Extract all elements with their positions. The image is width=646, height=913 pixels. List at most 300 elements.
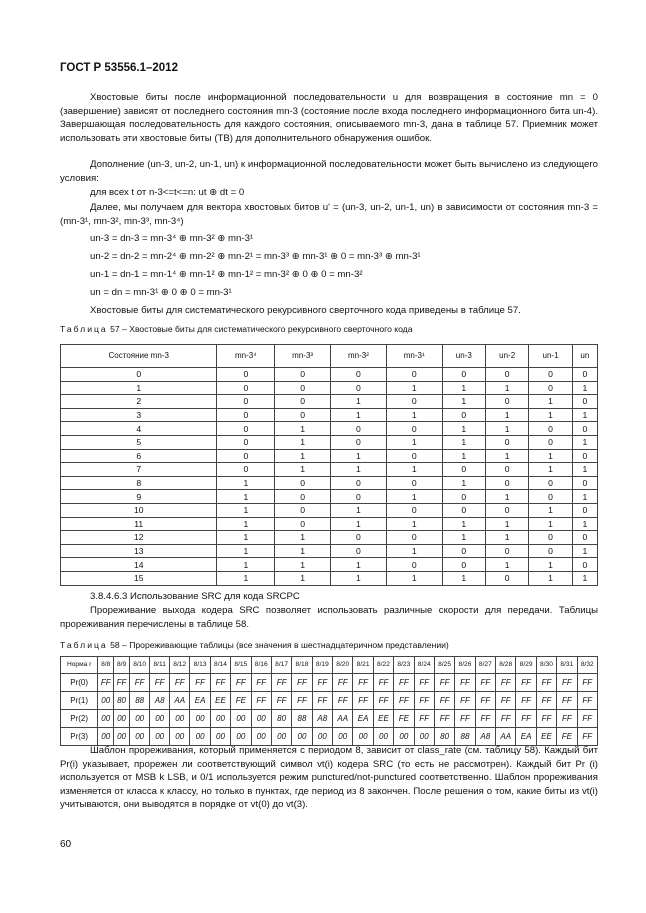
table-cell: 1 — [331, 503, 387, 517]
table-cell: 0 — [61, 368, 217, 382]
table-cell: FF — [394, 674, 414, 692]
equation-4: un = dn = mn-3¹ ⊕ 0 ⊕ 0 = mn-3¹ — [90, 287, 232, 298]
document-header: ГОСТ Р 53556.1–2012 — [60, 62, 178, 74]
table-cell: 0 — [386, 449, 442, 463]
table-cell: 00 — [353, 728, 373, 746]
table-cell: 0 — [442, 408, 485, 422]
table-row — [61, 558, 598, 572]
table-cell: 00 — [210, 710, 230, 728]
table-cell: 9 — [61, 490, 217, 504]
table-cell: 1 — [331, 395, 387, 409]
table-cell: 80 — [114, 692, 130, 710]
table-cell: FF — [496, 692, 516, 710]
table-cell: FF — [150, 674, 170, 692]
table-cell: FF — [414, 674, 434, 692]
table-cell: 88 — [292, 710, 312, 728]
table-cell: FF — [577, 692, 597, 710]
table58-header-cell: 8/18 — [292, 657, 312, 674]
table-cell: FF — [475, 674, 495, 692]
table-cell: 1 — [442, 422, 485, 436]
table-cell: 1 — [485, 408, 528, 422]
table-cell: 0 — [442, 544, 485, 558]
table-row — [61, 449, 598, 463]
table-cell: 0 — [442, 490, 485, 504]
table-row — [61, 381, 598, 395]
table57-header-row — [61, 345, 598, 368]
table-cell: 1 — [61, 381, 217, 395]
table-cell: FF — [292, 674, 312, 692]
equation-2: un-2 = dn-2 = mn-2⁴ ⊕ mn-2² ⊕ mn-2¹ = mn-3³ ⊕ mn-3¹ ⊕ 0 = mn-3³ ⊕ mn-3¹ — [90, 251, 421, 262]
table-cell: 1 — [386, 408, 442, 422]
table-cell: FF — [516, 710, 536, 728]
table57-header-cell: mn-3² — [331, 345, 387, 368]
table-cell: 0 — [217, 395, 275, 409]
table58-caption-text: 58 – Прореживающие таблицы (все значения в шестнадцатеричном представлении) — [110, 640, 449, 650]
table-cell: 00 — [210, 728, 230, 746]
table58-header-cell: 8/8 — [98, 657, 114, 674]
table-cell: FF — [210, 674, 230, 692]
table-cell: FF — [455, 674, 475, 692]
table-cell: 1 — [331, 558, 387, 572]
table58-header-cell: Норма r — [61, 657, 98, 674]
table-cell: 1 — [217, 544, 275, 558]
table-cell: 0 — [529, 368, 572, 382]
table58-caption-label: Таблица — [60, 640, 108, 650]
table-cell: FE — [557, 728, 577, 746]
table-cell: 00 — [231, 710, 251, 728]
table-cell: 0 — [529, 422, 572, 436]
table-cell: FF — [577, 674, 597, 692]
table-cell: 00 — [150, 728, 170, 746]
table58-header-cell: 8/12 — [170, 657, 190, 674]
table-cell: FF — [536, 674, 556, 692]
table-cell: 0 — [572, 531, 597, 545]
table-cell: 0 — [275, 408, 331, 422]
paragraph-vector: Далее, мы получаем для вектора хвостовых битов u' = (un-3, un-2, un-1, un) в зависимости от состояния mn-3 = (mn-3¹, mn-3², mn-3³, mn-3⁴) — [60, 202, 598, 227]
table-cell: A8 — [312, 710, 332, 728]
table-cell: 1 — [529, 571, 572, 585]
table-cell: FF — [516, 692, 536, 710]
table-cell: 0 — [485, 368, 528, 382]
table-cell: 0 — [331, 422, 387, 436]
table-cell: FF — [475, 710, 495, 728]
table-cell: 1 — [217, 517, 275, 531]
table-cell: 00 — [231, 728, 251, 746]
table-57 — [60, 344, 598, 586]
table-cell: 1 — [572, 408, 597, 422]
table58-header-cell: 8/32 — [577, 657, 597, 674]
table-cell: 0 — [485, 463, 528, 477]
table-row — [61, 422, 598, 436]
table58-header-cell: 8/28 — [496, 657, 516, 674]
table-cell: 0 — [217, 435, 275, 449]
table-cell: 1 — [442, 449, 485, 463]
table-cell: 0 — [572, 395, 597, 409]
table-cell: FF — [557, 674, 577, 692]
table-cell: FF — [516, 674, 536, 692]
table-cell: 1 — [386, 435, 442, 449]
table-cell: FF — [130, 674, 150, 692]
table-cell: 0 — [386, 422, 442, 436]
table-cell: 1 — [217, 490, 275, 504]
table-cell: 0 — [529, 476, 572, 490]
section-heading: 3.8.4.6.3 Использование SRC для кода SRCPC — [90, 591, 300, 602]
table-row — [61, 728, 598, 746]
paragraph-tail-bits: Хвостовые биты после информационной последовательности u для возвращения в состояние mn = 0 (завершение) зависят от последнего состояния mn-3 (состояние после входа последнего информационного бита un-4). Завершающая последовательность для каждого состояния, описываемого mn-3, дана в таблице 57. Приемник может использовать эти хвостовые биты (TB) для дополнительного обнаружения ошибок. — [60, 92, 598, 144]
table58-header-cell: 8/16 — [251, 657, 271, 674]
table-cell: 1 — [529, 408, 572, 422]
table-row — [61, 463, 598, 477]
table-cell: 1 — [572, 463, 597, 477]
table-cell: 00 — [170, 728, 190, 746]
table-cell: 0 — [275, 381, 331, 395]
table-cell: 1 — [442, 381, 485, 395]
table-cell: EE — [210, 692, 230, 710]
table57-caption-text: 57 – Хвостовые биты для систематического рекурсивного сверточного кода — [110, 324, 413, 334]
table-cell: 00 — [130, 710, 150, 728]
table-cell: 1 — [217, 571, 275, 585]
table-cell: 0 — [572, 368, 597, 382]
table-cell: 1 — [572, 435, 597, 449]
table-cell: 00 — [98, 692, 114, 710]
table58-header-cell: 8/11 — [150, 657, 170, 674]
row-label: Pr(1) — [61, 692, 98, 710]
table-cell: FF — [394, 692, 414, 710]
table-cell: FF — [271, 692, 291, 710]
table57-header-cell: mn-3³ — [275, 345, 331, 368]
paragraph-puncturing: Прореживание выхода кодера SRC позволяет использовать различные скорости для передачи. Таблицы прореживания перечислены в таблице 58. — [60, 605, 598, 630]
table-cell: 0 — [572, 476, 597, 490]
table57-header-cell: un-1 — [529, 345, 572, 368]
table-cell: FF — [434, 692, 454, 710]
table-cell: EA — [190, 692, 210, 710]
table-row — [61, 517, 598, 531]
table57-header-cell: mn-3⁴ — [217, 345, 275, 368]
page-number: 60 — [60, 839, 72, 850]
table-cell: FF — [577, 710, 597, 728]
table-cell: 1 — [485, 449, 528, 463]
table57-header-cell: un — [572, 345, 597, 368]
table58-header-cell: 8/17 — [271, 657, 291, 674]
table-cell: 10 — [61, 503, 217, 517]
table-cell: 0 — [572, 422, 597, 436]
table-cell: 1 — [331, 463, 387, 477]
table58-header-cell: 8/9 — [114, 657, 130, 674]
table58-header-cell: 8/19 — [312, 657, 332, 674]
table-cell: 0 — [386, 531, 442, 545]
table-cell: 0 — [485, 571, 528, 585]
table-cell: 0 — [572, 503, 597, 517]
table-cell: 1 — [442, 476, 485, 490]
table-cell: 0 — [529, 544, 572, 558]
table58-header-cell: 8/10 — [130, 657, 150, 674]
row-label: Pr(0) — [61, 674, 98, 692]
table-cell: FF — [333, 692, 353, 710]
table-cell: 1 — [485, 422, 528, 436]
table-cell: 0 — [275, 503, 331, 517]
table-cell: 0 — [442, 558, 485, 572]
table-cell: 4 — [61, 422, 217, 436]
table-cell: FF — [114, 674, 130, 692]
table-cell: 1 — [275, 544, 331, 558]
table-cell: 1 — [485, 558, 528, 572]
table-cell: 00 — [130, 728, 150, 746]
table-cell: 00 — [150, 710, 170, 728]
table58-header-row — [61, 657, 598, 674]
table-cell: EE — [536, 728, 556, 746]
table-cell: 00 — [373, 728, 393, 746]
table-cell: 11 — [61, 517, 217, 531]
table-cell: 00 — [170, 710, 190, 728]
table-cell: 1 — [275, 449, 331, 463]
table-cell: 00 — [190, 710, 210, 728]
table-cell: FF — [231, 674, 251, 692]
table58-header-cell: 8/30 — [536, 657, 556, 674]
table-cell: FF — [190, 674, 210, 692]
table-cell: 1 — [275, 435, 331, 449]
table-cell: 1 — [386, 544, 442, 558]
table-cell: 2 — [61, 395, 217, 409]
table-cell: FF — [414, 692, 434, 710]
table-cell: 0 — [529, 531, 572, 545]
table-cell: 0 — [331, 490, 387, 504]
table-cell: 00 — [251, 710, 271, 728]
table58-header-cell: 8/20 — [333, 657, 353, 674]
table-cell: 1 — [529, 517, 572, 531]
table-cell: FE — [231, 692, 251, 710]
table-cell: A8 — [150, 692, 170, 710]
table-cell: 0 — [442, 368, 485, 382]
row-label: Pr(3) — [61, 728, 98, 746]
table-cell: 00 — [251, 728, 271, 746]
table-row — [61, 408, 598, 422]
table-row — [61, 368, 598, 382]
table-cell: 1 — [275, 571, 331, 585]
table-cell: FF — [577, 728, 597, 746]
table-cell: 80 — [271, 710, 291, 728]
table-cell: 0 — [485, 395, 528, 409]
table-row — [61, 710, 598, 728]
table57-header-cell: mn-3¹ — [386, 345, 442, 368]
table-row — [61, 395, 598, 409]
table58-body — [61, 657, 598, 746]
table-row — [61, 503, 598, 517]
table-cell: 8 — [61, 476, 217, 490]
table58-header-cell: 8/21 — [353, 657, 373, 674]
table-cell: FF — [434, 710, 454, 728]
table-cell: FF — [312, 692, 332, 710]
table-cell: 1 — [572, 517, 597, 531]
table-cell: 1 — [386, 490, 442, 504]
table-cell: 1 — [386, 571, 442, 585]
table-cell: 1 — [442, 571, 485, 585]
table-cell: FF — [455, 692, 475, 710]
equation-1: un-3 = dn-3 = mn-3⁴ ⊕ mn-3² ⊕ mn-3¹ — [90, 233, 254, 244]
table58-header-cell: 8/13 — [190, 657, 210, 674]
table-cell: 00 — [394, 728, 414, 746]
table57-caption-label: Таблица — [60, 324, 108, 334]
table-cell: 00 — [190, 728, 210, 746]
table-cell: FF — [271, 674, 291, 692]
table-cell: FE — [394, 710, 414, 728]
table-cell: 00 — [271, 728, 291, 746]
table-cell: FF — [170, 674, 190, 692]
table-cell: 1 — [217, 476, 275, 490]
table-cell: FF — [98, 674, 114, 692]
table-cell: 1 — [529, 449, 572, 463]
table-cell: EE — [373, 710, 393, 728]
table-cell: AA — [496, 728, 516, 746]
table-row — [61, 490, 598, 504]
table-cell: 0 — [529, 490, 572, 504]
table-cell: 3 — [61, 408, 217, 422]
table-cell: 00 — [414, 728, 434, 746]
table-cell: 0 — [331, 544, 387, 558]
table-cell: 1 — [442, 531, 485, 545]
table58-header-cell: 8/31 — [557, 657, 577, 674]
table-cell: 0 — [331, 435, 387, 449]
table58-header-cell: 8/23 — [394, 657, 414, 674]
table-cell: 1 — [572, 544, 597, 558]
table-row — [61, 692, 598, 710]
table-cell: 1 — [331, 517, 387, 531]
table-cell: 1 — [275, 463, 331, 477]
table-cell: 0 — [217, 368, 275, 382]
table-cell: 0 — [485, 503, 528, 517]
table-cell: 1 — [275, 531, 331, 545]
table-cell: 1 — [217, 531, 275, 545]
table-cell: 15 — [61, 571, 217, 585]
table-cell: FF — [333, 674, 353, 692]
table-cell: EA — [516, 728, 536, 746]
table-cell: 0 — [485, 476, 528, 490]
table-cell: 1 — [529, 395, 572, 409]
table-cell: 88 — [130, 692, 150, 710]
table-cell: 1 — [386, 381, 442, 395]
table58-header-cell: 8/15 — [231, 657, 251, 674]
table-cell: 1 — [485, 531, 528, 545]
table-cell: 0 — [529, 381, 572, 395]
table-row — [61, 571, 598, 585]
table-cell: 0 — [217, 381, 275, 395]
table-cell: 0 — [386, 368, 442, 382]
table-cell: FF — [475, 692, 495, 710]
table-cell: 1 — [331, 449, 387, 463]
table-row — [61, 476, 598, 490]
table-row — [61, 674, 598, 692]
paragraph-table57-ref: Хвостовые биты для систематического рекурсивного сверточного кода приведены в таблице 57. — [90, 305, 521, 316]
row-label: Pr(2) — [61, 710, 98, 728]
table-cell: FF — [536, 710, 556, 728]
table58-header-cell: 8/14 — [210, 657, 230, 674]
table-cell: EA — [353, 710, 373, 728]
table-cell: 1 — [331, 571, 387, 585]
table-cell: FF — [434, 674, 454, 692]
table-cell: 1 — [572, 571, 597, 585]
table-cell: 1 — [386, 517, 442, 531]
table-cell: 1 — [485, 490, 528, 504]
table-cell: 1 — [529, 463, 572, 477]
table-cell: 0 — [442, 463, 485, 477]
table57-header-cell: un-3 — [442, 345, 485, 368]
table-cell: FF — [414, 710, 434, 728]
table57-header-cell: Состояние mn-3 — [61, 345, 217, 368]
table-cell: FF — [536, 692, 556, 710]
table57-body — [61, 368, 598, 586]
table-cell: 0 — [217, 408, 275, 422]
table-cell: 00 — [98, 728, 114, 746]
table-cell: 0 — [485, 544, 528, 558]
table-cell: 00 — [98, 710, 114, 728]
table-cell: 1 — [572, 490, 597, 504]
table-cell: 1 — [442, 395, 485, 409]
table-cell: 0 — [275, 476, 331, 490]
table57-caption — [60, 324, 412, 334]
table58-header-cell: 8/25 — [434, 657, 454, 674]
table-cell: 0 — [386, 558, 442, 572]
table57-header-cell: un-2 — [485, 345, 528, 368]
table-cell: FF — [557, 710, 577, 728]
table-cell: 1 — [485, 381, 528, 395]
table-cell: FF — [292, 692, 312, 710]
table-cell: FF — [312, 674, 332, 692]
table-cell: 0 — [275, 517, 331, 531]
table-cell: 0 — [386, 503, 442, 517]
table-cell: 0 — [529, 435, 572, 449]
table-row — [61, 531, 598, 545]
table-cell: 00 — [333, 728, 353, 746]
table-cell: 1 — [485, 517, 528, 531]
table-cell: 0 — [275, 368, 331, 382]
table-cell: FF — [251, 692, 271, 710]
table-cell: FF — [353, 692, 373, 710]
table-cell: 1 — [442, 517, 485, 531]
table-cell: AA — [333, 710, 353, 728]
table-cell: A8 — [475, 728, 495, 746]
table-cell: FF — [251, 674, 271, 692]
table-cell: AA — [170, 692, 190, 710]
table58-header-cell: 8/24 — [414, 657, 434, 674]
table-cell: 0 — [572, 558, 597, 572]
table-cell: 0 — [331, 476, 387, 490]
table-cell: 1 — [275, 422, 331, 436]
table58-header-cell: 8/26 — [455, 657, 475, 674]
table-cell: FF — [496, 710, 516, 728]
table-cell: 0 — [442, 503, 485, 517]
table-cell: FF — [496, 674, 516, 692]
table-cell: 0 — [331, 381, 387, 395]
table-cell: 0 — [217, 449, 275, 463]
table-cell: 1 — [529, 558, 572, 572]
table-cell: 0 — [275, 395, 331, 409]
table-cell: 0 — [386, 476, 442, 490]
table-cell: 0 — [386, 395, 442, 409]
paragraph-pattern: Шаблон прореживания, который применяется с периодом 8, зависит от class_rate (см. таблицу 58). Каждый бит Pr(i) указывает, прорежен ли соответствующий символ vt(i) кодера SRC (то есть не рассмотрен). Каждый бит Pr (i) используется от MSB k LSB, и 0/1 используется режим punctured/not-punctured соответственно. Шаблон прореживания изменяется от класса к классу, но только в пунктах, где период из 8 закончен. После решения о том, какие биты из vt(i) учитываются, они выводятся в порядке от vt(0) до vt(3). — [60, 745, 598, 811]
table-cell: 0 — [275, 490, 331, 504]
table-cell: FF — [353, 674, 373, 692]
equation-3: un-1 = dn-1 = mn-1⁴ ⊕ mn-1² ⊕ mn-1² = mn-3² ⊕ 0 ⊕ 0 = mn-3² — [90, 269, 363, 280]
table-cell: 0 — [572, 449, 597, 463]
table-cell: 00 — [114, 710, 130, 728]
table-cell: FF — [373, 674, 393, 692]
table-cell: 12 — [61, 531, 217, 545]
table-cell: FF — [373, 692, 393, 710]
table-cell: 1 — [529, 503, 572, 517]
table-cell: 0 — [485, 435, 528, 449]
table-cell: 00 — [292, 728, 312, 746]
table-cell: 0 — [331, 368, 387, 382]
table-row — [61, 435, 598, 449]
